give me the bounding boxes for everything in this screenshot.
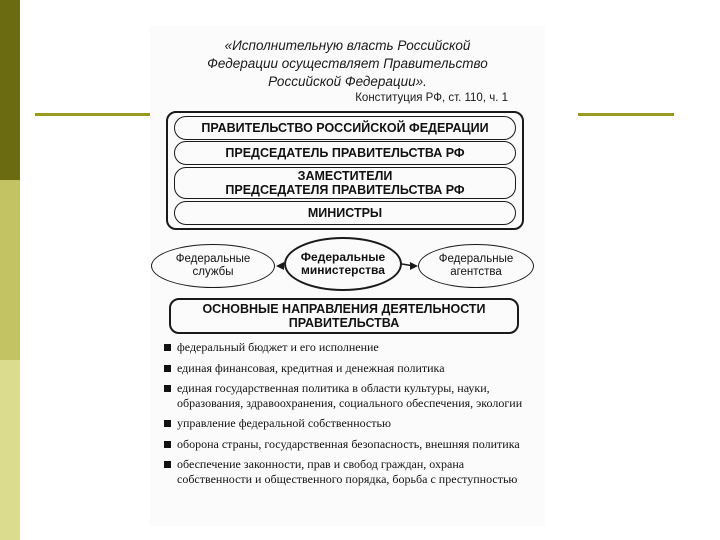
federal-agencies-oval <box>418 244 534 288</box>
direction-text: управление федеральной собственностью <box>177 416 391 430</box>
direction-text: единая финансовая, кредитная и денежная политика <box>177 360 445 375</box>
constitution-citation: Конституция РФ, ст. 110, ч. 1 <box>355 92 508 104</box>
list-item <box>163 340 533 355</box>
government-rf-label: ПРАВИТЕЛЬСТВО РОССИЙСКОЙ ФЕДЕРАЦИИ <box>201 121 489 135</box>
direction-text: единая государственная политика в области культуры, науки, образования, здравоохранения, социального обеспечения, экологии <box>177 381 523 410</box>
directions-title-line1: ОСНОВНЫЕ НАПРАВЛЕНИЯ ДЕЯТЕЛЬНОСТИ <box>202 302 486 316</box>
direction-text: оборона страны, государственная безопасность, внешняя политика <box>177 436 520 451</box>
federal-agencies-line2: агентства <box>450 266 502 278</box>
square-bullet-icon <box>164 420 171 427</box>
direction-text: обеспечение законности, прав и свобод граждан, охрана собственности и общественного порядка, борьба с преступностью <box>177 457 518 486</box>
deputies-row <box>174 167 516 199</box>
ministers-row <box>174 201 516 225</box>
directions-title-line2: ПРАВИТЕЛЬСТВА <box>288 316 400 330</box>
ministers-label: МИНИСТРЫ <box>307 206 383 220</box>
square-bullet-icon <box>164 441 171 448</box>
square-bullet-icon <box>164 461 171 468</box>
federal-services-line2: службы <box>192 266 234 278</box>
square-bullet-icon <box>164 365 171 372</box>
list-item <box>163 381 533 410</box>
arrowhead-agencies <box>410 262 418 270</box>
square-bullet-icon <box>164 344 171 351</box>
federal-ministries-line1: Федеральные <box>300 250 386 264</box>
list-item <box>163 457 533 486</box>
square-bullet-icon <box>164 385 171 392</box>
federal-ministries-line2: министерства <box>301 263 385 277</box>
federal-ministries-oval <box>284 237 402 291</box>
directions-title-box <box>169 298 519 334</box>
chairman-label: ПРЕДСЕДАТЕЛЬ ПРАВИТЕЛЬСТВА РФ <box>225 146 465 160</box>
federal-services-oval <box>151 244 275 288</box>
arrowhead-services <box>276 262 284 270</box>
federal-agencies-line1: Федеральные <box>438 253 514 265</box>
list-item <box>163 437 533 452</box>
quote-line: «Исполнительную власть Российской <box>224 38 471 53</box>
direction-text: федеральный бюджет и его исполнение <box>177 340 379 354</box>
list-item <box>163 361 533 376</box>
deputies-label-line2: ПРЕДСЕДАТЕЛЯ ПРАВИТЕЛЬСТВА РФ <box>225 183 465 197</box>
quote-line: Российской Федерации». <box>268 74 427 89</box>
list-item <box>163 416 533 431</box>
chairman-row <box>174 141 516 165</box>
government-structure-block <box>166 111 524 230</box>
quote-line: Федерации осуществляет Правительство <box>207 56 488 71</box>
federal-services-line1: Федеральные <box>175 253 251 265</box>
deputies-label-line1: ЗАМЕСТИТЕЛИ <box>297 169 393 183</box>
government-rf-row <box>174 116 516 140</box>
directions-list <box>163 340 533 492</box>
